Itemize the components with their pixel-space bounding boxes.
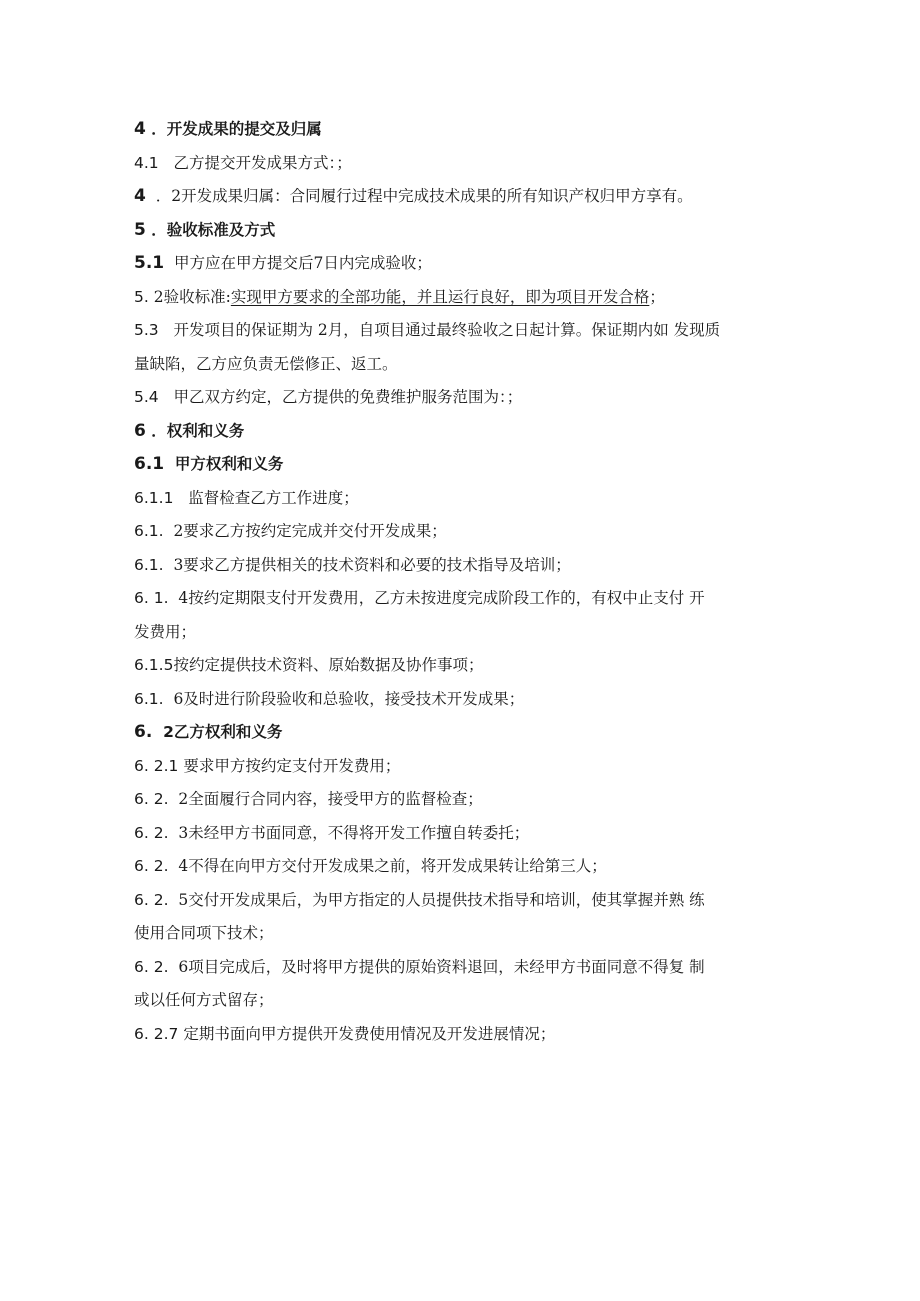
clause-number: 5.4 bbox=[134, 388, 159, 406]
clause-5-3-continued bbox=[134, 348, 794, 382]
clause-text-cont: 使用合同项下技术； bbox=[134, 924, 274, 942]
section-heading-6 bbox=[134, 415, 794, 449]
clause-text-cont: 量缺陷，乙方应负责无偿修正、返工。 bbox=[134, 354, 398, 373]
acceptance-criteria-underlined: 实现甲方要求的全部功能，并且运行良好，即为项目开发合格 bbox=[230, 287, 650, 306]
clause-number: 6. 2.7 bbox=[134, 1024, 179, 1043]
clause-text: 开发项目的保证期为 2月，自项目通过最终验收之日起计算。保证期内如 发现质 bbox=[173, 321, 721, 339]
clause-6-1-3 bbox=[134, 549, 794, 583]
clause-number: 4 bbox=[134, 186, 146, 206]
clause-text: 6及时进行阶段验收和总验收，接受技术开发成果； bbox=[173, 689, 525, 708]
clause-6-1-6 bbox=[134, 683, 794, 717]
clause-5-1 bbox=[134, 247, 794, 281]
clause-6-2-2 bbox=[134, 783, 794, 817]
clause-6-2-5 bbox=[134, 884, 794, 918]
clause-6-1-4-continued bbox=[134, 616, 794, 650]
clause-number: 5.3 bbox=[134, 321, 159, 339]
subsection-number: 6.1 bbox=[134, 454, 165, 474]
clause-6-1-2 bbox=[134, 515, 794, 549]
section-number: 4 bbox=[134, 119, 146, 139]
clause-6-2-4 bbox=[134, 850, 794, 884]
clause-suffix: ； bbox=[649, 287, 665, 306]
clause-text: 3要求乙方提供相关的技术资料和必要的技术指导及培训； bbox=[173, 555, 571, 574]
clause-text: 甲方应在甲方提交后7日内完成验收； bbox=[173, 254, 432, 272]
clause-5-4 bbox=[134, 381, 794, 415]
clause-number: 6.1. bbox=[134, 689, 164, 708]
clause-text: 要求甲方按约定支付开发费用； bbox=[183, 756, 401, 775]
clause-number: 5. bbox=[134, 287, 149, 306]
clause-6-2-6-continued bbox=[134, 984, 794, 1018]
subsection-number: 6. bbox=[134, 722, 153, 742]
clause-text: 6项目完成后，及时将甲方提供的原始资料退回，未经甲方书面同意不得复 制 bbox=[178, 957, 705, 976]
clause-5-3 bbox=[134, 314, 794, 348]
subsection-heading-6-1 bbox=[134, 448, 794, 482]
clause-text: ．2开发成果归属：合同履行过程中完成技术成果的所有知识产权归甲方享有。 bbox=[155, 187, 693, 205]
clause-text: 5交付开发成果后，为甲方指定的人员提供技术指导和培训，使其掌握并熟 练 bbox=[178, 890, 705, 909]
clause-6-1-4 bbox=[134, 582, 794, 616]
clause-number: 4.1 bbox=[134, 153, 159, 172]
clause-text-cont: 发费用； bbox=[134, 622, 197, 641]
section-title: ．验收标准及方式 bbox=[151, 220, 276, 239]
clause-prefix: 2验收标准: bbox=[153, 287, 231, 306]
clause-number: 6. 2. bbox=[134, 857, 169, 875]
clause-text: 3未经甲方书面同意，不得将开发工作擅自转委托； bbox=[178, 823, 530, 842]
clause-text: 甲乙双方约定，乙方提供的免费维护服务范围为：； bbox=[173, 388, 523, 406]
clause-number: 6.1. bbox=[134, 555, 164, 574]
clause-number: 6. 2. bbox=[134, 890, 169, 909]
clause-6-2-1 bbox=[134, 750, 794, 784]
section-title: ．权利和义务 bbox=[151, 421, 245, 440]
clause-text: 按约定提供技术资料、原始数据及协作事项； bbox=[173, 656, 484, 674]
clause-text: 4按约定期限支付开发费用，乙方未按进度完成阶段工作的，有权中止支付 开 bbox=[178, 589, 705, 607]
clause-text: 2要求乙方按约定完成并交付开发成果； bbox=[173, 522, 447, 540]
clause-text: 监督检查乙方工作进度； bbox=[188, 488, 359, 507]
clause-text: 4不得在向甲方交付开发成果之前，将开发成果转让给第三人； bbox=[178, 857, 607, 875]
clause-5-2 bbox=[134, 281, 794, 315]
clause-6-1-1 bbox=[134, 482, 794, 516]
clause-text: 定期书面向甲方提供开发费使用情况及开发进展情况； bbox=[183, 1024, 556, 1043]
subsection-title: 甲方权利和义务 bbox=[174, 455, 284, 473]
clause-number: 6. 2.1 bbox=[134, 756, 179, 775]
clause-number: 6. 2. bbox=[134, 790, 169, 808]
section-title: ．开发成果的提交及归属 bbox=[151, 120, 322, 138]
clause-6-2-3 bbox=[134, 817, 794, 851]
clause-text-cont: 或以任何方式留存； bbox=[134, 991, 274, 1009]
clause-number: 6.1. bbox=[134, 522, 164, 540]
clause-text: 2全面履行合同内容，接受甲方的监督检查； bbox=[178, 790, 483, 808]
subsection-heading-6-2 bbox=[134, 716, 794, 750]
clause-6-2-7 bbox=[134, 1018, 794, 1052]
section-number: 5 bbox=[134, 219, 146, 240]
section-heading-4 bbox=[134, 113, 794, 147]
clause-4-1 bbox=[134, 147, 794, 181]
section-number: 6 bbox=[134, 420, 146, 441]
clause-6-2-6 bbox=[134, 951, 794, 985]
section-heading-5 bbox=[134, 214, 794, 248]
clause-text: 乙方提交开发成果方式：； bbox=[173, 153, 352, 172]
subsection-title: 2乙方权利和义务 bbox=[163, 723, 283, 741]
clause-6-1-5 bbox=[134, 649, 794, 683]
clause-number: 6. 2. bbox=[134, 823, 169, 842]
clause-number: 6.1.5 bbox=[134, 656, 174, 674]
clause-number: 6. 1. bbox=[134, 589, 169, 607]
clause-4-2 bbox=[134, 180, 794, 214]
document-page bbox=[134, 113, 794, 1051]
clause-number: 6. 2. bbox=[134, 957, 169, 976]
clause-number: 6.1.1 bbox=[134, 488, 174, 507]
clause-number: 5.1 bbox=[134, 253, 165, 273]
clause-6-2-5-continued bbox=[134, 917, 794, 951]
